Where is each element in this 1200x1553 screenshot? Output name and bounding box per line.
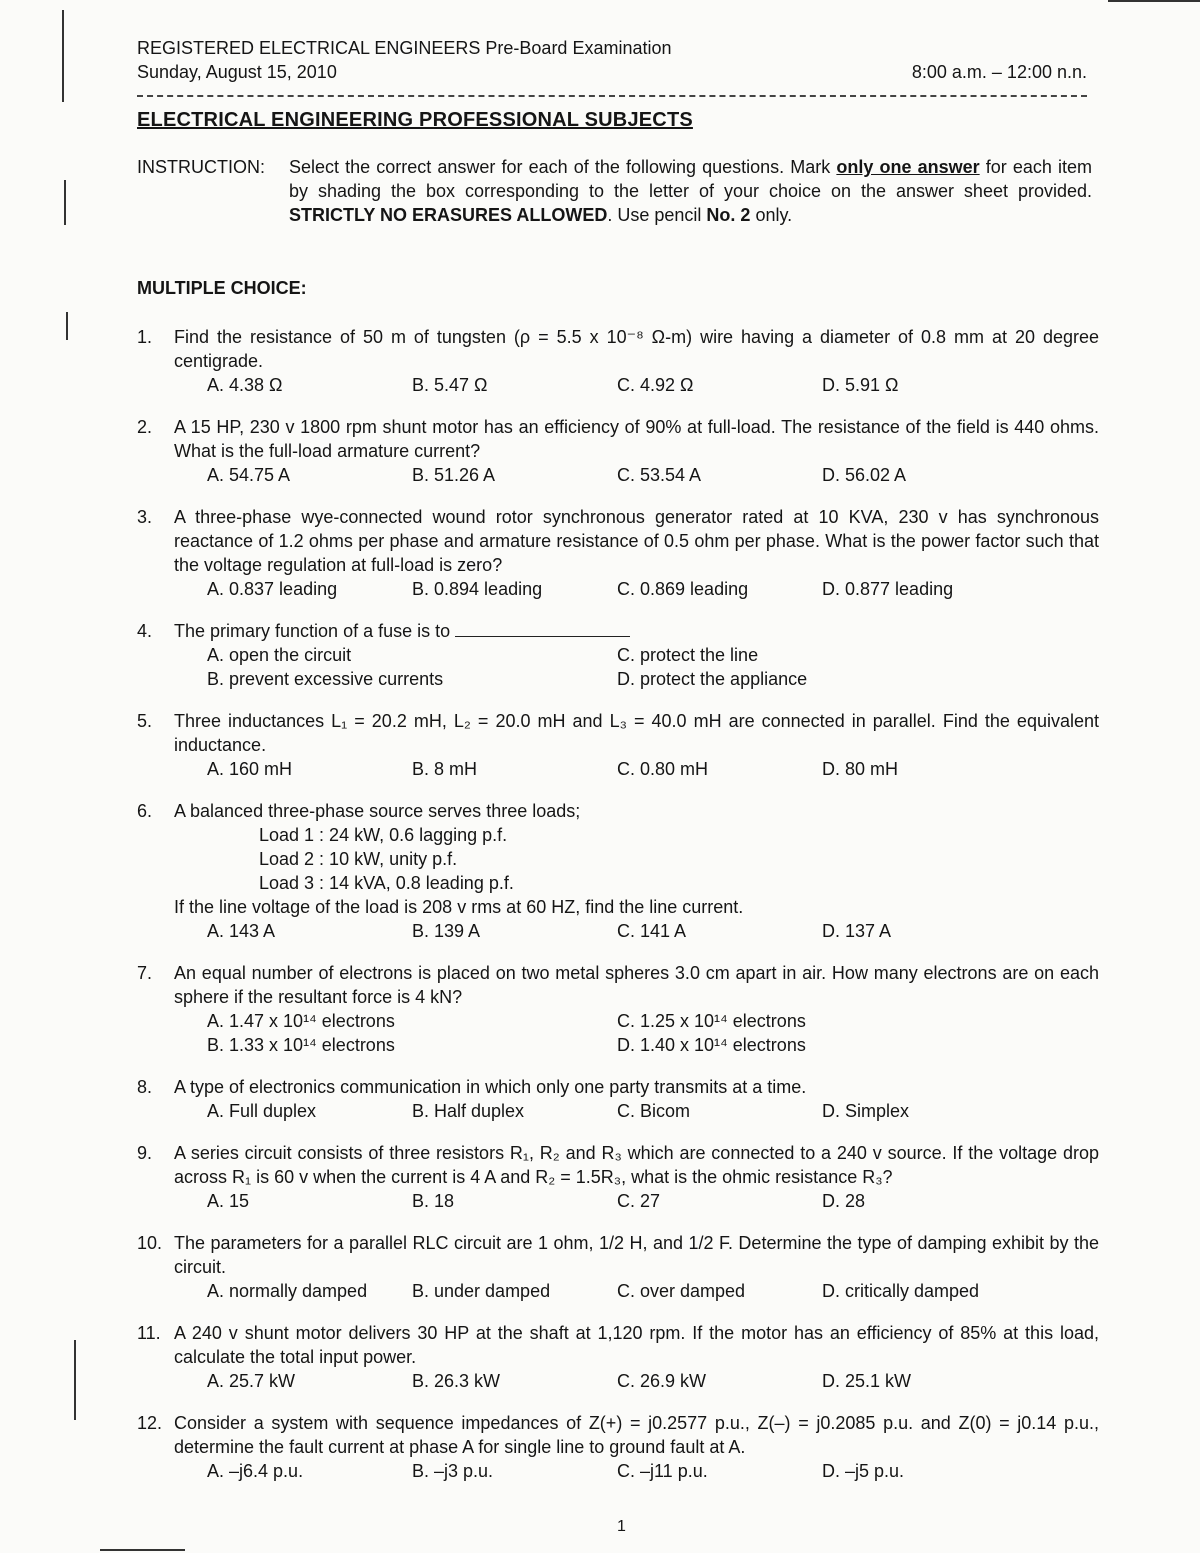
exam-title: REGISTERED ELECTRICAL ENGINEERS Pre-Board Examination [137,38,672,58]
question-stem [174,619,1099,643]
scan-margin-line [62,10,64,102]
option-a: A. 0.837 leading [207,579,338,599]
option-b: B. prevent excessive currents [207,669,444,689]
question-number: 2. [137,417,153,437]
answer-options [174,1099,1099,1123]
question-stem: Three inductances L₁ = 20.2 mH, L₂ = 20.0 mH and L₃ = 40.0 mH are connected in parallel. Find the equivalent inductance. [174,711,1099,755]
instruction-text-4: only. [755,205,793,225]
question-stem: A three-phase wye-connected wound rotor synchronous generator rated at 10 KVA, 230 v has synchronous reactance of 1.2 ohms per phase and armature resistance of 0.5 ohm per phase. What is the power factor such that the voltage regulation at full-load is zero? [174,507,1099,575]
question-number: 3. [137,507,153,527]
question-stem: A 240 v shunt motor delivers 30 HP at the shaft at 1,120 rpm. If the motor has an efficiency of 85% at this load, calculate the total input power. [174,1323,1099,1367]
option-d: D. 80 mH [822,759,899,779]
answer-options [174,577,1099,601]
instruction-text-3: . Use pencil [607,205,702,225]
option-b: B. 18 [412,1191,455,1211]
question-number: 4. [137,621,153,641]
exam-header [137,36,1087,84]
question-stem: An equal number of electrons is placed on two metal spheres 3.0 cm apart in air. How many electrons are on each sphere if the resultant force is 4 kN? [174,963,1099,1007]
option-d: D. 1.40 x 10¹⁴ electrons [617,1035,806,1055]
question-number: 5. [137,711,153,731]
option-b: B. Half duplex [412,1101,525,1121]
answer-options [174,1009,1099,1057]
option-d: D. 25.1 kW [822,1371,912,1391]
option-d: D. protect the appliance [617,669,808,689]
option-b: B. 8 mH [412,759,478,779]
scan-margin-line [100,1549,185,1551]
option-d: D. –j5 p.u. [822,1461,905,1481]
answer-options [174,1189,1099,1213]
section-title: MULTIPLE CHOICE: [137,278,307,298]
subject-title: ELECTRICAL ENGINEERING PROFESSIONAL SUBJECTS [137,109,693,131]
answer-options [174,919,1099,943]
option-c: C. –j11 p.u. [617,1461,708,1481]
instruction-text-2: for each item by shading the box corresponding to the letter of your choice on the answer sheet provided. [289,157,1092,201]
option-c: C. 26.9 kW [617,1371,707,1391]
option-c: C. over damped [617,1281,746,1301]
instruction-block [137,155,1092,227]
option-d: D. critically damped [822,1281,980,1301]
question-number: 8. [137,1077,153,1097]
question-stem-text: The primary function of a fuse is to [174,621,451,641]
option-c: C. 1.25 x 10¹⁴ electrons [617,1011,806,1031]
option-b: B. –j3 p.u. [412,1461,494,1481]
question-number: 11. [137,1323,161,1343]
scan-margin-line [66,312,68,340]
option-a: A. Full duplex [207,1101,317,1121]
option-d: D. 0.877 leading [822,579,954,599]
option-b: B. 5.47 Ω [412,375,488,395]
scan-margin-line [74,1340,76,1420]
option-c: C. 0.80 mH [617,759,709,779]
question-stem: The parameters for a parallel RLC circuit are 1 ohm, 1/2 H, and 1/2 F. Determine the type of damping exhibit by the circuit. [174,1233,1099,1277]
question-stem: A type of electronics communication in which only one party transmits at a time. [174,1077,807,1097]
option-c: C. Bicom [617,1101,691,1121]
answer-options [174,757,1099,781]
load-list [174,823,1099,895]
question-7 [137,961,1099,1057]
question-4 [137,619,1099,691]
question-11 [137,1321,1099,1393]
option-a: A. –j6.4 p.u. [207,1461,304,1481]
option-d: D. 137 A [822,921,892,941]
option-a: A. 160 mH [207,759,293,779]
option-a: A. 4.38 Ω [207,375,283,395]
option-b: B. 139 A [412,921,481,941]
question-8 [137,1075,1099,1123]
option-c: C. protect the line [617,645,759,665]
question-1 [137,325,1099,397]
option-d: D. 56.02 A [822,465,907,485]
question-stem: A balanced three-phase source serves three loads; [174,801,581,821]
option-c: C. 53.54 A [617,465,702,485]
answer-options [174,463,1099,487]
question-9 [137,1141,1099,1213]
option-a: A. 25.7 kW [207,1371,296,1391]
option-b: B. under damped [412,1281,551,1301]
option-d: D. Simplex [822,1101,910,1121]
question-list [137,325,1099,1501]
question-stem: A series circuit consists of three resistors R₁, R₂ and R₃ which are connected to a 240 v source. If the voltage drop across R₁ is 60 v when the current is 4 A and R₂ = 1.5R₃, what is the ohmic resistance R₃? [174,1143,1099,1187]
question-10 [137,1231,1099,1303]
scan-margin-line [64,180,66,225]
exam-time: 8:00 a.m. – 12:00 n.n. [911,62,1087,82]
load-item: Load 1 : 24 kW, 0.6 lagging p.f. [259,825,508,845]
exam-date: Sunday, August 15, 2010 [137,62,337,82]
instruction-label: INSTRUCTION: [137,157,265,177]
scan-margin-line [1108,0,1200,2]
header-divider [137,95,1087,97]
answer-options [174,1459,1099,1483]
question-stem: Find the resistance of 50 m of tungsten (ρ = 5.5 x 10⁻⁸ Ω-m) wire having a diameter of 0.8 mm at 20 degree centigrade. [174,327,1099,371]
option-c: C. 27 [617,1191,661,1211]
question-number: 12. [137,1413,163,1433]
question-3 [137,505,1099,601]
option-a: A. 143 A [207,921,276,941]
option-a: A. normally damped [207,1281,368,1301]
question-stem: Consider a system with sequence impedances of Z(+) = j0.2577 p.u., Z(–) = j0.2085 p.u. and Z(0) = j0.14 p.u., determine the fault current at phase A for single line to ground fault at A. [174,1413,1099,1457]
option-a: A. 54.75 A [207,465,291,485]
question-stem-continued: If the line voltage of the load is 208 v rms at 60 HZ, find the line current. [174,897,744,917]
question-number: 6. [137,801,153,821]
question-number: 7. [137,963,153,983]
page-number: 1 [617,1518,626,1535]
answer-options [174,1369,1099,1393]
option-d: D. 5.91 Ω [822,375,899,395]
question-6 [137,799,1099,943]
option-c: C. 4.92 Ω [617,375,694,395]
load-item: Load 2 : 10 kW, unity p.f. [259,849,458,869]
question-2 [137,415,1099,487]
option-a: A. 1.47 x 10¹⁴ electrons [207,1011,395,1031]
option-b: B. 51.26 A [412,465,496,485]
question-12 [137,1411,1099,1483]
option-a: A. 15 [207,1191,250,1211]
option-c: C. 141 A [617,921,687,941]
answer-options [174,643,1099,691]
option-a: A. open the circuit [207,645,352,665]
option-b: B. 0.894 leading [412,579,543,599]
instruction-emphasis-one-answer: only one answer [836,157,980,177]
question-number: 1. [137,327,153,347]
instruction-emphasis-no-erasures: STRICTLY NO ERASURES ALLOWED [289,205,608,225]
question-5 [137,709,1099,781]
answer-options [174,1279,1099,1303]
answer-blank [455,620,630,637]
option-b: B. 26.3 kW [412,1371,501,1391]
option-b: B. 1.33 x 10¹⁴ electrons [207,1035,395,1055]
answer-options [174,373,1099,397]
instruction-text [289,155,1092,227]
load-item: Load 3 : 14 kVA, 0.8 leading p.f. [259,873,514,893]
instruction-text-1: Select the correct answer for each of the following questions. Mark [289,157,831,177]
question-number: 9. [137,1143,153,1163]
instruction-emphasis-pencil: No. 2 [706,205,751,225]
option-c: C. 0.869 leading [617,579,749,599]
option-d: D. 28 [822,1191,866,1211]
question-stem: A 15 HP, 230 v 1800 rpm shunt motor has an efficiency of 90% at full-load. The resistance of the field is 440 ohms. What is the full-load armature current? [174,417,1099,461]
question-number: 10. [137,1233,163,1253]
